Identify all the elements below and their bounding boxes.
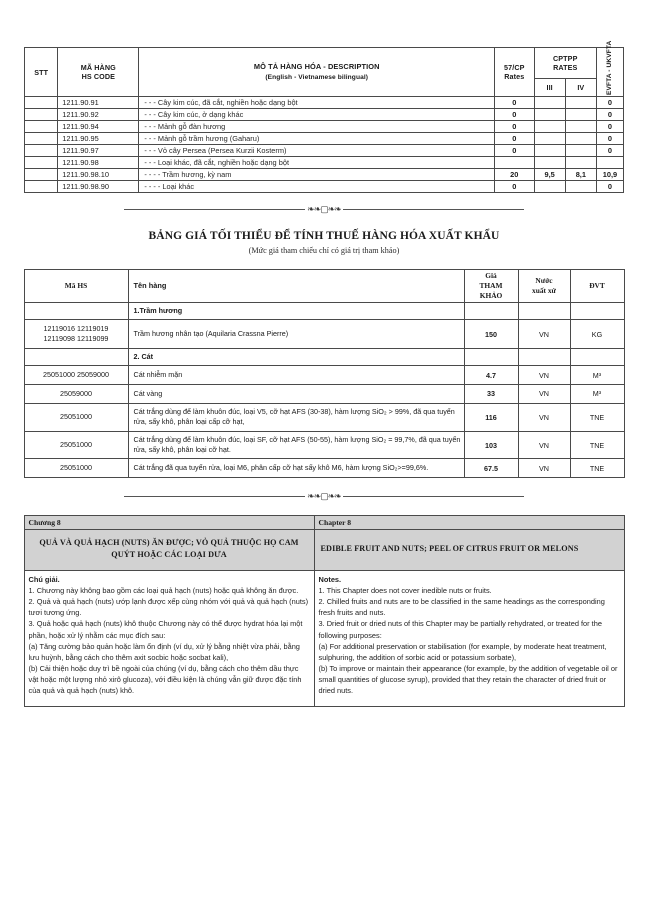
cell-hs-code: 1211.90.92 (58, 109, 139, 121)
table-row (25, 157, 624, 169)
cell-origin: VN (518, 403, 570, 431)
cell-cp-rate: 0 (495, 133, 535, 145)
notes-en-item: (b) To improve or maintain their appearance (for example, by the addition of vegetable oil or small quantities of glucose syrup), provided that they retain the character of dried fruit or dried nuts. (318, 663, 618, 696)
cell-stt (25, 181, 58, 193)
cell-hs-empty (24, 348, 128, 365)
col-origin-line1: Nước (535, 275, 553, 285)
cell-hs-empty (24, 302, 128, 319)
section-divider-bottom (124, 492, 524, 501)
divider-line-left (124, 496, 305, 497)
table-row (25, 169, 624, 181)
cell-origin: VN (518, 384, 570, 403)
cell-stt (25, 145, 58, 157)
cell-origin: VN (518, 459, 570, 478)
table-row (24, 459, 624, 478)
cell-hs-codes: 25051000 (24, 431, 128, 459)
cell-product-name: Cát trắng dùng để làm khuôn đúc, loại V5, cỡ hạt AFS (30-38), hàm lượng SiO₂ > 99%, đã qua tuyển rửa, sấy khô, phân loại cấp cỡ hạt, (128, 403, 464, 431)
table-row (24, 366, 624, 385)
notes-en-item: 1. This Chapter does not cover inedible nuts or fruits. (318, 586, 492, 596)
cell-hs-codes: 25051000 25059000 (24, 366, 128, 385)
cell-cp-rate (495, 157, 535, 169)
table-row (24, 431, 624, 459)
divider-line-right (343, 496, 524, 497)
cell-cp-rate: 0 (495, 109, 535, 121)
cell-evfta: 0 (596, 145, 623, 157)
cell-cp-rate: 0 (495, 145, 535, 157)
cell-cptpp-iv: 8,1 (565, 169, 596, 181)
notes-english (314, 570, 624, 706)
cell-description: - - - - Trầm hương, kỳ nam (139, 169, 495, 181)
table-row (25, 97, 624, 109)
notes-en-item: 3. Dried fruit or dried nuts of this Chapter may be partially rehydrated, or treated for the following purposes: (318, 619, 602, 640)
table-row (25, 109, 624, 121)
cell-evfta: 10,9 (596, 169, 623, 181)
ornament-icon: ❧❧▢❧❧ (307, 491, 341, 502)
col-dvt: ĐVT (570, 270, 624, 303)
cell-description: - - - - Loại khác (139, 181, 495, 193)
cell-group-label: 2. Cát (128, 348, 464, 365)
notes-vi-item: 1. Chương này không bao gồm các loại quả hạch (nuts) hoặc quả không ăn được. (28, 586, 299, 596)
cell-unit: TNE (570, 431, 624, 459)
cell-price-empty (464, 302, 518, 319)
cell-description: - - - Mảnh gỗ trầm hương (Gaharu) (139, 133, 495, 145)
price-table (24, 269, 625, 478)
table-row (24, 403, 624, 431)
cell-cptpp-iv (565, 121, 596, 133)
col-cptpp-line1: CPTPP (553, 54, 578, 64)
col-stt: STT (25, 48, 58, 97)
cell-evfta (596, 157, 623, 169)
table-row (25, 181, 624, 193)
table-row (24, 320, 624, 348)
cell-origin: VN (518, 431, 570, 459)
cell-hs-code: 1211.90.98.90 (58, 181, 139, 193)
notes-en-item: (a) For additional preservation or stabilisation (for example, by moderate heat treatment, sulphuring, the addition of sorbic acid or potassium sorbate), (318, 641, 607, 662)
col-hs-code-line1: MÃ HÀNG (80, 63, 116, 72)
table-row (24, 384, 624, 403)
cell-cptpp-iv (565, 157, 596, 169)
cell-origin: VN (518, 320, 570, 348)
section-divider-top (124, 205, 524, 214)
document-page (0, 40, 648, 915)
col-cp-rates-line1: 57/CP (504, 63, 525, 72)
cell-cptpp-iii (534, 181, 565, 193)
divider-line-right (343, 209, 524, 210)
col-hs-code (58, 48, 139, 97)
cell-cptpp-iii (534, 109, 565, 121)
col-cptpp-rates (534, 48, 596, 79)
cell-stt (25, 97, 58, 109)
cell-hs-codes (24, 320, 128, 348)
cell-hs-codes: 25051000 (24, 403, 128, 431)
cell-evfta: 0 (596, 133, 623, 145)
cell-hs-code: 1211.90.95 (58, 133, 139, 145)
col-cp-rates-line2: Rates (504, 72, 525, 81)
cell-price: 4.7 (464, 366, 518, 385)
table-row (25, 121, 624, 133)
cell-unit: KG (570, 320, 624, 348)
cell-description: - - - Vỏ cây Persea (Persea Kurzii Kosterm) (139, 145, 495, 157)
hs-table-body (25, 97, 624, 193)
col-ma-hs: Mã HS (24, 270, 128, 303)
cell-cp-rate: 20 (495, 169, 535, 181)
chapter-table (24, 515, 625, 707)
col-cptpp-iv: IV (565, 79, 596, 97)
cell-description: - - - Cây kim cúc, đã cắt, nghiền hoặc dạng bột (139, 97, 495, 109)
ornament-icon: ❧❧▢❧❧ (307, 204, 341, 214)
cell-evfta: 0 (596, 97, 623, 109)
cell-group-label: 1.Trầm hương (128, 302, 464, 319)
col-origin-line2: xuất xứ (532, 285, 556, 295)
notes-vietnamese (24, 570, 314, 706)
table-row-group (24, 348, 624, 365)
cell-cptpp-iv (565, 145, 596, 157)
table-row (25, 133, 624, 145)
table-row (25, 145, 624, 157)
cell-origin: VN (518, 366, 570, 385)
col-description-line2: (English - Vietnamese bilingual) (265, 73, 369, 81)
cell-description: - - - Mảnh gỗ đàn hương (139, 121, 495, 133)
cell-hs-codes: 25059000 (24, 384, 128, 403)
col-ten-hang: Tên hàng (128, 270, 464, 303)
cell-unit: TNE (570, 403, 624, 431)
price-table-body (24, 302, 624, 477)
cell-cp-rate: 0 (495, 97, 535, 109)
cell-price: 103 (464, 431, 518, 459)
notes-vi-item: (b) Cải thiện hoặc duy trì bề ngoài của chúng (ví dụ, bằng cách cho thêm dầu thực vật hoặc một lượng nhỏ xirô glucoza), với điều kiện là chúng vẫn giữ được đặc tính của quả và quả hạch (nuts) khô. (28, 663, 302, 696)
hs-code-table (24, 40, 624, 193)
cell-stt (25, 157, 58, 169)
divider-line-left (124, 209, 305, 210)
cell-price: 150 (464, 320, 518, 348)
cell-cptpp-iv (565, 97, 596, 109)
cell-product-name: Cát trắng đã qua tuyển rửa, loại M6, phân cấp cỡ hạt sấy khô M6, hàm lượng SiO₂>=99,6%. (128, 459, 464, 478)
cell-price: 116 (464, 403, 518, 431)
cell-hs-line2: 12119098 12119099 (43, 334, 109, 344)
col-description (139, 48, 495, 97)
cell-cptpp-iii (534, 121, 565, 133)
cell-description: - - - Loại khác, đã cắt, nghiền hoặc dạng bột (139, 157, 495, 169)
chapter-name-row (24, 530, 624, 571)
cell-cptpp-iii (534, 133, 565, 145)
cell-hs-code: 1211.90.98 (58, 157, 139, 169)
chapter-name-vi: QUẢ VÀ QUẢ HẠCH (NUTS) ĂN ĐƯỢC; VỎ QUẢ THUỘC HỌ CAM QUÝT HOẶC CÁC LOẠI DƯA (24, 530, 314, 571)
chapter-table-body (24, 516, 624, 707)
cell-price: 33 (464, 384, 518, 403)
chapter-notes-row (24, 570, 624, 706)
col-gia-tham-khao (464, 270, 518, 303)
cell-unit: M³ (570, 384, 624, 403)
cell-product-name: Trầm hương nhân tạo (Aquilaria Crassna Pierre) (128, 320, 464, 348)
cell-evfta: 0 (596, 109, 623, 121)
cell-hs-code: 1211.90.94 (58, 121, 139, 133)
notes-vi-item: 2. Quả và quả hạch (nuts) ướp lạnh được xếp cùng nhóm với quả và quả hạch (nuts) tươi tương ứng. (28, 597, 309, 618)
cell-cp-rate: 0 (495, 181, 535, 193)
page-title: BẢNG GIÁ TỐI THIỂU ĐỂ TÍNH THUẾ HÀNG HÓA XUẤT KHẨU (148, 230, 500, 242)
cell-description: - - - Cây kim cúc, ở dạng khác (139, 109, 495, 121)
cell-cptpp-iii (534, 97, 565, 109)
page-subtitle: (Mức giá tham chiếu chỉ có giá trị tham khảo) (248, 246, 400, 255)
notes-en-heading: Notes. (318, 574, 342, 584)
notes-en-item: 2. Chilled fruits and nuts are to be classified in the same headings as the corresponding fresh fruits and nuts. (318, 597, 605, 618)
hs-table-head (25, 40, 624, 97)
cell-unit-empty (570, 302, 624, 319)
col-evfta-ukvfta (596, 40, 623, 97)
cell-unit: M³ (570, 366, 624, 385)
cell-cptpp-iii (534, 145, 565, 157)
cell-unit-empty (570, 348, 624, 365)
col-cp-rates (495, 48, 535, 97)
col-cptpp-iii: III (534, 79, 565, 97)
cell-unit: TNE (570, 459, 624, 478)
chapter-label-en: Chapter 8 (314, 516, 624, 530)
cell-cptpp-iv (565, 181, 596, 193)
cell-cptpp-iii: 9,5 (534, 169, 565, 181)
cell-hs-code: 1211.90.98.10 (58, 169, 139, 181)
cell-hs-line1: 12119016 12119019 (43, 324, 109, 334)
col-cptpp-line2: RATES (553, 63, 578, 73)
cell-hs-code: 1211.90.91 (58, 97, 139, 109)
cell-hs-codes: 25051000 (24, 459, 128, 478)
cell-product-name: Cát vàng (128, 384, 464, 403)
cell-cptpp-iv (565, 109, 596, 121)
cell-evfta: 0 (596, 121, 623, 133)
chapter-label-vi: Chương 8 (24, 516, 314, 530)
col-price-line3: KHẢO (479, 290, 503, 300)
cell-product-name: Cát trắng dùng để làm khuôn đúc, loại SF, cỡ hạt AFS (50-55), hàm lượng SiO₂ = 99,7%, đã qua tuyển rửa, sấy khô, phân loại cỡ hạt. (128, 431, 464, 459)
col-price-line2: THAM (479, 280, 503, 290)
cell-origin-empty (518, 348, 570, 365)
col-description-line1: MÔ TẢ HÀNG HÓA - DESCRIPTION (253, 62, 380, 72)
cell-evfta: 0 (596, 181, 623, 193)
table-row-group (24, 302, 624, 319)
cell-hs-code: 1211.90.97 (58, 145, 139, 157)
cell-cptpp-iii (534, 157, 565, 169)
notes-vi-item: (a) Tăng cường bảo quản hoặc làm ổn định (ví dụ, xử lý bằng nhiệt vừa phải, bằng lưu huỳnh, bằng cách cho thêm axit socbic hoặc socbat kali), (28, 641, 300, 662)
cell-cp-rate: 0 (495, 121, 535, 133)
notes-vi-heading: Chú giải. (28, 574, 60, 584)
chapter-label-row (24, 516, 624, 530)
notes-vi-item: 3. Quả hoặc quả hạch (nuts) khô thuộc Chương này có thể được hydrat hóa lại một phần, hoặc xử lý nhằm các mục đích sau: (28, 619, 303, 640)
col-price-line1: Giá (485, 271, 497, 280)
cell-cptpp-iv (565, 133, 596, 145)
col-evfta-label: EVFTA - UKVFTA (606, 40, 614, 95)
price-table-head (24, 270, 624, 303)
chapter-name-en: EDIBLE FRUIT AND NUTS; PEEL OF CITRUS FRUIT OR MELONS (314, 530, 624, 571)
cell-origin-empty (518, 302, 570, 319)
cell-stt (25, 133, 58, 145)
cell-stt (25, 169, 58, 181)
cell-stt (25, 109, 58, 121)
cell-stt (25, 121, 58, 133)
cell-price-empty (464, 348, 518, 365)
cell-product-name: Cát nhiễm mặn (128, 366, 464, 385)
cell-price: 67.5 (464, 459, 518, 478)
col-nuoc-xuat-xu (518, 270, 570, 303)
col-hs-code-line2: HS CODE (81, 72, 116, 81)
price-section-title-block (0, 230, 648, 255)
